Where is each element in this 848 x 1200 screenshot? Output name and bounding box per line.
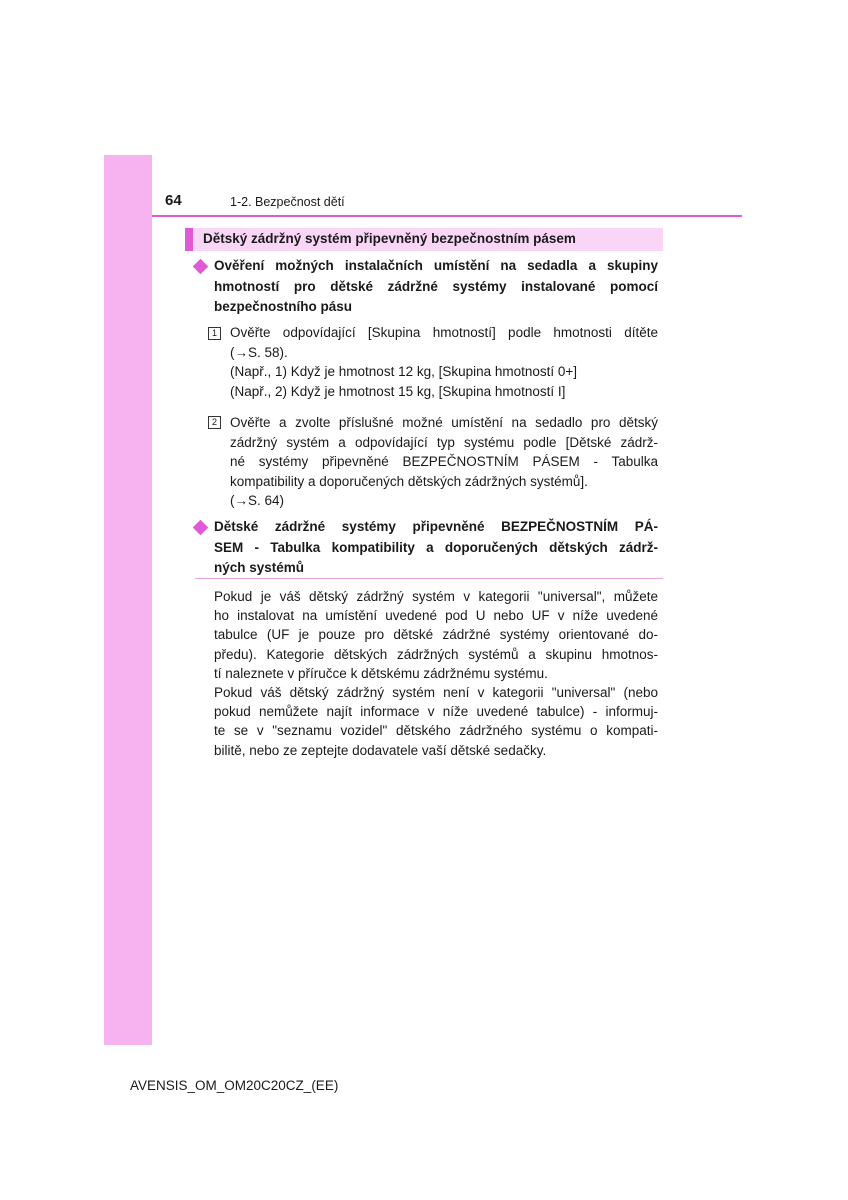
subsection-divider xyxy=(195,578,663,579)
step-line: zádržný systém a odpovídající typ systému podle [Dětské zádrž- xyxy=(230,434,658,450)
subsection-heading-line: ných systémů xyxy=(214,560,305,575)
header-divider xyxy=(152,215,742,217)
body-line: Pokud váš dětský zádržný systém není v kategorii "universal" (nebo xyxy=(214,685,658,701)
body-line: bilitě, nebo ze zeptejte dodavatele vaší dětské sedačky. xyxy=(214,742,547,758)
step-number-badge: 2 xyxy=(208,416,221,429)
body-line: te se v "seznamu vozidel" dětského zádržného systému o kompati- xyxy=(214,723,658,739)
step-text xyxy=(230,413,658,511)
step-line: Ověřte odpovídající [Skupina hmotností] podle hmotnosti dítěte xyxy=(230,325,658,340)
step-text xyxy=(230,323,658,401)
body-paragraph xyxy=(214,587,658,760)
body-line: Pokud je váš dětský zádržný systém v kategorii "universal", můžete xyxy=(214,589,658,604)
subsection-heading-line: Ověření možných instalačních umístění na sedadla a skupiny xyxy=(214,258,658,273)
body-line: tí naleznete v příručce k dětskému zádržnému systému. xyxy=(214,665,548,681)
subsection-heading-line: Dětské zádržné systémy připevněné BEZPEČNOSTNÍM PÁ- xyxy=(214,519,658,534)
page-reference: (→S. 58). xyxy=(230,344,288,360)
section-title: Dětský zádržný systém připevněný bezpečnostním pásem xyxy=(203,231,576,246)
body-line: ho instalovat na umístění uvedené pod U nebo UF v níže uvedené xyxy=(214,608,658,624)
example-line: (Např., 2) Když je hmotnost 15 kg, [Skupina hmotností I] xyxy=(230,383,566,399)
subsection-heading-line: hmotností pro dětské zádržné systémy instalované pomocí xyxy=(214,278,658,294)
step-line: kompatibility a doporučených dětských zádržných systémů]. xyxy=(230,473,588,489)
body-line: pokud nemůžete najít informace v níže uvedené tabulce) - informuj- xyxy=(214,704,658,720)
page-number: 64 xyxy=(165,192,182,209)
subsection-heading-installation xyxy=(214,256,658,318)
example-line: (Např., 1) Když je hmotnost 12 kg, [Skupina hmotností 0+] xyxy=(230,364,578,379)
body-line: tabulce (UF je pouze pro dětské zádržné systémy orientované do- xyxy=(214,627,658,643)
subsection-heading-line: SEM - Tabulka kompatibility a doporučených dětských zádrž- xyxy=(214,539,658,555)
subsection-heading-compatibility-table xyxy=(214,517,658,579)
step-line: né systémy připevněné BEZPEČNOSTNÍM PÁSEM - Tabulka xyxy=(230,454,658,469)
step-line: Ověřte a zvolte příslušné možné umístění na sedadlo pro dětský xyxy=(230,415,658,430)
section-heading-box xyxy=(185,228,663,251)
body-line: předu). Kategorie dětských zádržných systémů a skupinu hmotnos- xyxy=(214,646,658,662)
step-number-badge: 1 xyxy=(208,327,221,340)
page-reference: (→S. 64) xyxy=(230,493,285,508)
chapter-title: 1-2. Bezpečnost dětí xyxy=(230,195,345,209)
document-code-footer: AVENSIS_OM_OM20C20CZ_(EE) xyxy=(130,1078,339,1093)
subsection-heading-line: bezpečnostního pásu xyxy=(214,299,353,314)
chapter-side-tab xyxy=(104,155,152,1045)
diamond-bullet-icon xyxy=(193,520,209,536)
diamond-bullet-icon xyxy=(193,259,209,275)
